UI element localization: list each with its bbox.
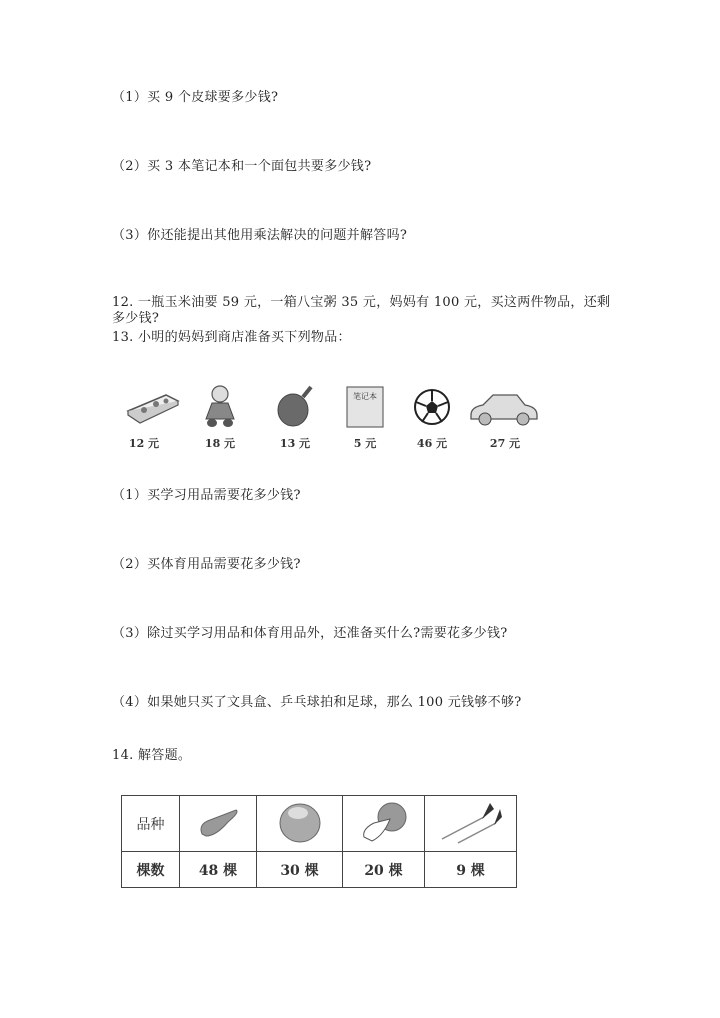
item-price: 5 元 [353, 437, 377, 450]
row-header-count: 棵数 [122, 852, 180, 888]
q11-sub2: （2）买 3 本笔记本和一个面包共要多少钱? [112, 159, 372, 174]
q14-text: 14. 解答题。 [112, 748, 192, 763]
item-price: 12 元 [128, 437, 160, 450]
toy-car-icon [467, 383, 542, 431]
item-price: 18 元 [204, 437, 236, 450]
scallion-icon [436, 799, 506, 845]
doll-icon [190, 383, 250, 431]
cell-cabbage [257, 796, 343, 852]
q13-sub1: （1）买学习用品需要花多少钱? [112, 488, 301, 503]
ping-pong-paddle-icon [265, 383, 325, 431]
item-price: 27 元 [489, 437, 521, 450]
count-cabbage: 30 棵 [257, 852, 343, 888]
vegetable-table [121, 795, 517, 888]
cabbage-icon [270, 799, 330, 845]
q13-text: 13. 小明的妈妈到商店准备买下列物品： [112, 330, 351, 345]
svg-text:笔记本: 笔记本 [353, 392, 377, 401]
row-header-variety: 品种 [122, 796, 180, 852]
q13-sub2: （2）买体育用品需要花多少钱? [112, 557, 301, 572]
pencil-case-icon [122, 383, 182, 428]
cell-chinese-cabbage [343, 796, 425, 852]
item-pencil-case [122, 383, 182, 450]
count-chinese-cabbage: 20 棵 [343, 852, 425, 888]
item-soccer-ball [402, 383, 462, 450]
q13-sub4: （4）如果她只买了文具盒、乒乓球拍和足球，那么 100 元钱够不够? [112, 695, 522, 710]
item-ping-pong-paddle [265, 383, 325, 450]
q13-sub3: （3）除过买学习用品和体育用品外，还准备买什么?需要花多少钱? [112, 626, 508, 641]
item-doll [190, 383, 250, 450]
count-carrot: 48 棵 [180, 852, 257, 888]
item-notebook [335, 383, 395, 450]
item-price: 46 元 [416, 437, 448, 450]
notebook-icon [335, 383, 395, 431]
item-price: 13 元 [279, 437, 311, 450]
cell-carrot [180, 796, 257, 852]
q11-sub1: （1）买 9 个皮球要多少钱? [112, 90, 279, 105]
q13-item-row [122, 383, 542, 455]
soccer-ball-icon [402, 383, 462, 431]
q11-sub3: （3）你还能提出其他用乘法解决的问题并解答吗? [112, 228, 408, 243]
carrot-icon [188, 802, 248, 842]
chinese-cabbage-icon [354, 799, 414, 845]
item-toy-car [467, 383, 542, 450]
cell-scallion [425, 796, 517, 852]
count-scallion: 9 棵 [425, 852, 517, 888]
q12-text: 12. 一瓶玉米油要 59 元，一箱八宝粥 35 元，妈妈有 100 元，买这两件物品，还剩多少钱? [112, 295, 611, 326]
